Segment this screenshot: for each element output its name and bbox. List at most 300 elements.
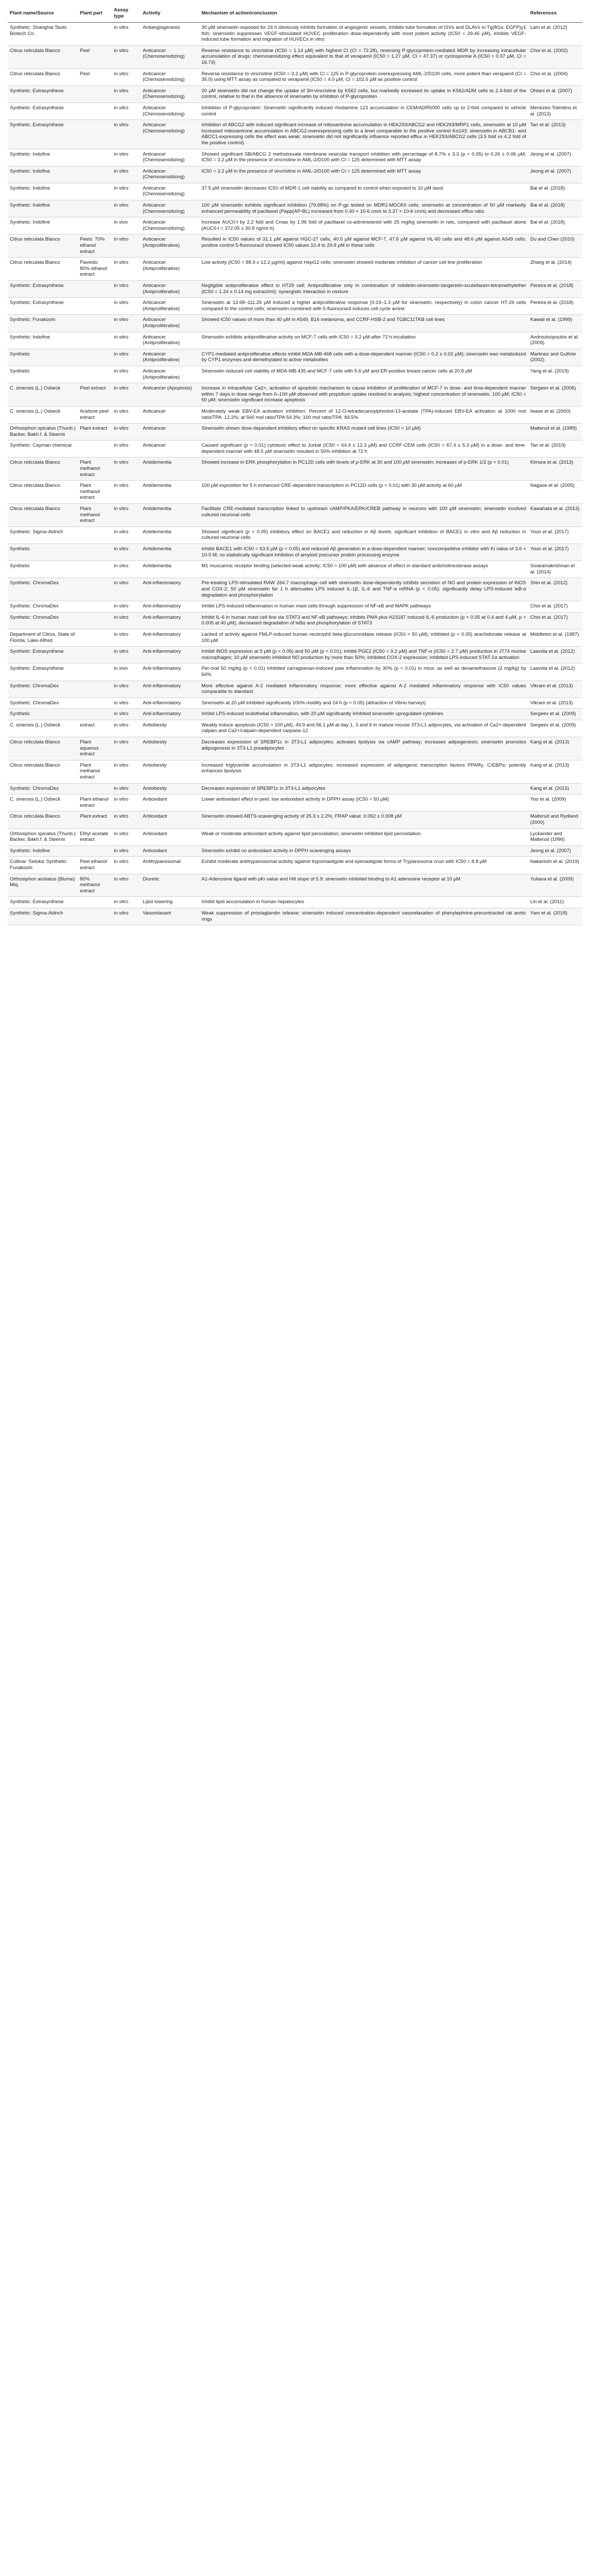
- cell-activity: Anticancer (Antiproliferative): [141, 366, 199, 383]
- table-row: [8, 69, 582, 86]
- cell-mechanism: Weak or moderate antioxidant activity against lipid peroxidation; sinensetin inhibited lipid peroxidation: [199, 828, 528, 845]
- cell-source: Synthetic: ChromaDex: [8, 601, 78, 613]
- cell-mechanism: Increased triglyceride accumulation in 3T3-L1 adipocytes; increased expression of adipogenic transcription factors PPARγ, C/EBPα; potently enhances lipolysis: [199, 760, 528, 783]
- cell-mechanism: Inhibit iNOS expression at 5 µM (p < 0.05) and 50 µM (p < 0.01); inhibit PGE2 (IC50 = 9.2 µM) and TNF-α (IC50 = 2.7 µM) production in J774 murine macrophages; 10 µM sinensetin inhibited NO production by more than 50%; inhibited COX-2 expression; inhibited LPS-induced STAT-1α activation: [199, 647, 528, 664]
- cell-source: Citrus reticulata Blanco: [8, 504, 78, 527]
- cell-mechanism: Resulted in IC50 values of 31.1 µM against HGC-27 cells, 40.5 µM against MCF-7, 47.6 µM against HL-60 cells and 48.6 µM against A549 cells; positive control 5-fluorouracil showed IC50 values 10.4 to 29.8 µM in these cells: [199, 234, 528, 258]
- cell-assay: in vitro: [112, 828, 141, 845]
- cell-activity: Antidementia: [141, 481, 199, 504]
- cell-part: Peel: [78, 45, 112, 69]
- table-row: [8, 234, 582, 258]
- cell-source: Citrus reticulata Blanco: [8, 481, 78, 504]
- sinensetin-activity-table: [8, 4, 582, 925]
- cell-mechanism: Low activity (IC50 = 88.9 ± 12.2 µg/ml) against HepG2 cells; sinensetin showed moderate inhibition of cancer cell line proliferation: [199, 258, 528, 281]
- cell-part: [78, 544, 112, 561]
- table-row: [8, 440, 582, 457]
- cell-references: Du and Chen (2010): [528, 234, 582, 258]
- cell-source: Synthetic: Extrasynthese: [8, 298, 78, 315]
- cell-mechanism: Inhibition of P-glycoprotein: Sinensetin significantly induced rhodamine 123 accumulation in CEM/ADR5000 cells up to 2-fold compared to vehicle control: [199, 103, 528, 120]
- cell-references: Vikram et al. (2013): [528, 681, 582, 698]
- cell-part: Plant methanol extract: [78, 760, 112, 783]
- cell-references: Youn et al. (2017): [528, 527, 582, 544]
- cell-assay: in vitro: [112, 298, 141, 315]
- cell-part: [78, 647, 112, 664]
- cell-references: Kang et al. (2013): [528, 760, 582, 783]
- cell-mechanism: Inhibit lipid accumulation in human hepatocytes: [199, 897, 528, 908]
- cell-assay: in vitro: [112, 760, 141, 783]
- cell-references: Jeong et al. (2007): [528, 845, 582, 857]
- cell-part: [78, 681, 112, 698]
- cell-part: [78, 612, 112, 629]
- table-row: [8, 612, 582, 629]
- cell-part: Flavedo: 80% ethanol extract: [78, 258, 112, 281]
- cell-part: Peel: [78, 69, 112, 86]
- cell-references: Shin et al. (2012): [528, 578, 582, 601]
- cell-assay: in vitro: [112, 698, 141, 709]
- cell-mechanism: Inhibit BACE1 with IC50 = 63.5 µM (p < 0.05) and reduced Aβ generation in a dose-dependent manner; noncompetitive inhibitor with Ki value of 3.6 × 10-5 M; no statistically significant inhibition of amyloid precursor protein processing enzyme: [199, 544, 528, 561]
- cell-activity: Anti-inflammatory: [141, 612, 199, 629]
- cell-source: Synthetic: Indofine: [8, 183, 78, 200]
- cell-assay: in vitro: [112, 601, 141, 613]
- cell-activity: Antioxidant: [141, 811, 199, 828]
- cell-part: Acetone peel extract: [78, 406, 112, 423]
- cell-references: Bai et al. (2018): [528, 217, 582, 234]
- cell-source: Orthosiphon aristatus (Blume) Miq.: [8, 874, 78, 897]
- table-row: [8, 298, 582, 315]
- cell-assay: in vitro: [112, 103, 141, 120]
- cell-activity: Anti-inflammatory: [141, 647, 199, 664]
- cell-references: Vikram et al. (2013): [528, 698, 582, 709]
- cell-assay: in vitro: [112, 647, 141, 664]
- table-row: [8, 149, 582, 166]
- cell-source: C. sinensis (L.) Osbeck: [8, 383, 78, 406]
- cell-assay: in vivo: [112, 217, 141, 234]
- cell-mechanism: Caused significant (p < 0.01) cytotoxic effect to Jurkat (IC50 = 64.4 ± 12.3 µM) and CCRF-CEM cells (IC50 = 67.4 ± 5.3 µM) in a dose- and time-dependent manner with 48.5 µM sinensetin resulted in 50% inhibition at 72 h: [199, 440, 528, 457]
- cell-assay: in vitro: [112, 149, 141, 166]
- cell-activity: Anticancer (Chemosensitizing): [141, 166, 199, 183]
- cell-assay: in vitro: [112, 709, 141, 720]
- cell-mechanism: Lower antioxidant effect in peel, low antioxidant activity in DPPH assay (IC50 > 50 µM): [199, 794, 528, 811]
- cell-references: Martinez and Guthrie (2002): [528, 349, 582, 366]
- cell-source: Orthosiphon spicatus (Thunb.) Backer, Bakh.f. & Steenis: [8, 423, 78, 440]
- cell-references: Choi et al. (2017): [528, 601, 582, 613]
- cell-references: Choi et al. (2002): [528, 45, 582, 69]
- cell-references: Lyckander and Malterud (1996): [528, 828, 582, 845]
- cell-part: [78, 601, 112, 613]
- cell-activity: Anticancer (Chemosensitizing): [141, 69, 199, 86]
- cell-source: Synthetic: Extrasynthese: [8, 86, 78, 103]
- header-references: References: [528, 4, 582, 23]
- cell-activity: Antitrypanosomal: [141, 857, 199, 874]
- table-header: [8, 4, 582, 23]
- cell-part: [78, 629, 112, 646]
- cell-source: Synthetic: [8, 366, 78, 383]
- table-row: [8, 481, 582, 504]
- cell-references: Sergeev et al. (2006): [528, 383, 582, 406]
- cell-references: Laavola et al. (2012): [528, 647, 582, 664]
- cell-source: Department of Citrus, State of Florida, Lake-Alfred: [8, 629, 78, 646]
- table-row: [8, 783, 582, 794]
- cell-assay: in vitro: [112, 527, 141, 544]
- cell-part: [78, 908, 112, 925]
- cell-mechanism: 100 µM exposition for 5 h enhanced CRE-dependent transcription in PC12D cells (p < 0.01) with 30 µM activity at 60 µM: [199, 481, 528, 504]
- cell-source: C. sinensis (L.) Osbeck: [8, 794, 78, 811]
- cell-activity: Anti-inflammatory: [141, 578, 199, 601]
- cell-assay: in vitro: [112, 86, 141, 103]
- cell-part: [78, 561, 112, 578]
- cell-activity: Anticancer (Antiproliferative): [141, 298, 199, 315]
- cell-references: Kawaii et al. (1999): [528, 315, 582, 332]
- cell-mechanism: CYP1-mediated antiproliferative effects inhibit MDA-MB-468 cells with a dose-dependent manner (IC50 = 0.2 ± 0.02 µM); sinensetin was metabolized by CYP1 enzymes and demethylated to active metabolites: [199, 349, 528, 366]
- table-row: [8, 897, 582, 908]
- cell-references: Pereira et al. (2018): [528, 298, 582, 315]
- cell-part: Peel ethanol extract: [78, 857, 112, 874]
- cell-mechanism: Inhibit LPS-induced inflammation in human mast cells through suppression of NF-κB and MAPK pathways: [199, 601, 528, 613]
- cell-activity: Vasorelaxant: [141, 908, 199, 925]
- cell-assay: in vitro: [112, 166, 141, 183]
- cell-part: Plant extract: [78, 811, 112, 828]
- table-row: [8, 845, 582, 857]
- cell-part: Plant methanol extract: [78, 457, 112, 481]
- cell-mechanism: IC50 = 3.2 µM in the presence of vincristine in AML-2/D100 with CI = 125 determined with MTT assay: [199, 166, 528, 183]
- cell-assay: in vitro: [112, 258, 141, 281]
- cell-source: Synthetic: Indofine: [8, 217, 78, 234]
- table-row: [8, 664, 582, 681]
- cell-activity: Antiobesity: [141, 720, 199, 737]
- cell-activity: Anticancer (Chemosensitizing): [141, 45, 199, 69]
- cell-part: Plant methanol extract: [78, 481, 112, 504]
- cell-source: Synthetic: Extrasynthese: [8, 664, 78, 681]
- cell-part: [78, 120, 112, 149]
- cell-references: Bai et al. (2018): [528, 200, 582, 217]
- cell-part: [78, 103, 112, 120]
- cell-part: Plant methanol extract: [78, 504, 112, 527]
- table-row: [8, 504, 582, 527]
- cell-activity: Antidementia: [141, 527, 199, 544]
- cell-source: Citrus reticulata Blanco: [8, 258, 78, 281]
- header-part: Plant part: [78, 4, 112, 23]
- cell-references: Lam et al. (2012): [528, 23, 582, 46]
- cell-activity: Anticancer (Antiproliferative): [141, 349, 199, 366]
- cell-mechanism: 37.5 µM sinensetin decreases IC50 of MDR-1 cell viability as compared to control when exposed to 10 µM taxol: [199, 183, 528, 200]
- cell-mechanism: Lacked of activity against FMLP-induced human neutrophil beta-glucuronidase release (IC50 > 50 µM); inhibited (p < 0.05) arachidonate release at 100 µM: [199, 629, 528, 646]
- cell-part: [78, 298, 112, 315]
- cell-references: Choi et al. (2004): [528, 69, 582, 86]
- cell-mechanism: Showed IC50 values of more than 40 µM in A549, B16 melanoma, and CCRF-HSB-2 and TGBC11TKB cell lines: [199, 315, 528, 332]
- table-row: [8, 120, 582, 149]
- cell-assay: in vitro: [112, 811, 141, 828]
- cell-part: [78, 698, 112, 709]
- cell-mechanism: A1-Adenosine ligand with pKi value and Hill slope of 5.9; sinensetin inhibited binding to A1 adenosine receptor at 10 µM: [199, 874, 528, 897]
- cell-references: Jeong et al. (2007): [528, 166, 582, 183]
- cell-assay: in vitro: [112, 69, 141, 86]
- cell-source: Synthetic: Extrasynthese: [8, 120, 78, 149]
- cell-references: Kang et al. (2013): [528, 737, 582, 760]
- cell-source: Synthetic: [8, 709, 78, 720]
- cell-source: Synthetic: [8, 561, 78, 578]
- cell-activity: Antiobesity: [141, 783, 199, 794]
- cell-source: Synthetic: ChromaDex: [8, 578, 78, 601]
- cell-source: Citrus reticulata Blanco: [8, 457, 78, 481]
- cell-assay: in vitro: [112, 578, 141, 601]
- cell-assay: in vitro: [112, 383, 141, 406]
- cell-part: Peels: 70% ethanol extract: [78, 234, 112, 258]
- cell-assay: in vitro: [112, 120, 141, 149]
- cell-source: Cultivar 'Setoka' Synthetic: Funakoshi: [8, 857, 78, 874]
- cell-references: Choi et al. (2017): [528, 612, 582, 629]
- cell-assay: in vitro: [112, 629, 141, 646]
- cell-source: Orthosiphon spicatus (Thunb.) Backer, Bakh.f. & Steenis: [8, 828, 78, 845]
- cell-references: Youn et al. (2017): [528, 544, 582, 561]
- cell-mechanism: Decreases expression of SREBP1c in 3T3-L1 adipocytes: [199, 783, 528, 794]
- cell-part: Plant extract: [78, 423, 112, 440]
- cell-mechanism: Showed significant SB/ABCG 2 methotrexate membrane vesicular transport inhibition with percentage of 8.7% ± 3.3 (p < 0.05) to 0.26 ± 0.06 µM; IC50 = 3.2 µM in the presence of vincristine in AML-2/D100 with CI = 125 determined with MTT assay: [199, 149, 528, 166]
- cell-assay: in vitro: [112, 234, 141, 258]
- cell-mechanism: Reverse resistance to vincristine (IC50 = 3.2 µM) with CI = 125 in P-glycoprotein overexpressing AML-2/D100 cells, more potent than verapamil (CI = 35.0) using MTT assay as compared to verapamil (IC50 = 4.0 µM, CI = 102.5 µM as positive control: [199, 69, 528, 86]
- cell-assay: in vitro: [112, 423, 141, 440]
- cell-assay: in vitro: [112, 332, 141, 349]
- cell-activity: Anticancer: [141, 440, 199, 457]
- cell-activity: Antioxidant: [141, 794, 199, 811]
- cell-part: extract: [78, 720, 112, 737]
- cell-part: [78, 166, 112, 183]
- cell-part: [78, 783, 112, 794]
- cell-assay: in vitro: [112, 783, 141, 794]
- cell-references: Kawahata et al. (2013): [528, 504, 582, 527]
- cell-activity: Anticancer (Chemosensitizing): [141, 86, 199, 103]
- table-row: [8, 811, 582, 828]
- cell-activity: Anticancer (Chemosensitizing): [141, 103, 199, 120]
- cell-source: Synthetic: ChromaDex: [8, 681, 78, 698]
- cell-source: Citrus reticulata Blanco: [8, 69, 78, 86]
- cell-assay: in vitro: [112, 457, 141, 481]
- cell-references: Jeong et al. (2007): [528, 149, 582, 166]
- cell-references: Sivaramakrishnan et al. (2014): [528, 561, 582, 578]
- cell-references: Zhang et al. (2014): [528, 258, 582, 281]
- cell-references: Laavola et al. (2012): [528, 664, 582, 681]
- cell-assay: in vitro: [112, 481, 141, 504]
- cell-source: Synthetic: ChromaDex: [8, 612, 78, 629]
- cell-source: Citrus reticulata Blanco: [8, 760, 78, 783]
- cell-source: Synthetic: Indofine: [8, 200, 78, 217]
- cell-mechanism: Inhibition of ABCG2 with induced significant increase of mitoxantrone accumulation in HEK293/ABCG2 and HEK293/MRP1 cells, sinensetin at 10 µM increased mitoxantrone accumulation in ABCG2-overexpressing cells to a level comparable to the positive control Ko143; sinensetin in ABCB1- and ABCC1-expressing cells the effect was weak; sinensetin did not significantly influence reported efflux in HEK293/ABCG2 cells (3.5 fold vs 4.2 fold of the positive control): [199, 120, 528, 149]
- cell-mechanism: Sinensetin reduced cell viability of MDA-MB-435 and MCF-7 cells with 5.6 µM and ER-positive breast cancer cells at 20.8 µM: [199, 366, 528, 383]
- cell-assay: in vitro: [112, 544, 141, 561]
- table-row: [8, 349, 582, 366]
- cell-part: [78, 217, 112, 234]
- header-activity: Activity: [141, 4, 199, 23]
- table-row: [8, 423, 582, 440]
- cell-mechanism: Moderately weak EBV-EA activation inhibition: Percent of 12-O-tetradecanoylphorbol-13-acetate (TPA)-induced EBV-EA activation at 1000 mol ratio/TPA: 12.2%; at 500 mol ratio/TPA 54.3%; 100 mol ratio/TPA: 84.5%: [199, 406, 528, 423]
- cell-mechanism: Facilitate CRE-mediated transcription linked to upstream cAMP/PKA/ERK/CREB pathway in neurons with 100 µM sinensetin; sinensetin involved cultured neuronal cells: [199, 504, 528, 527]
- cell-assay: in vivo: [112, 664, 141, 681]
- table-row: [8, 166, 582, 183]
- table-row: [8, 315, 582, 332]
- cell-activity: Lipid lowering: [141, 897, 199, 908]
- header-assay: Assay type: [112, 4, 141, 23]
- table-row: [8, 709, 582, 720]
- cell-part: [78, 897, 112, 908]
- cell-activity: Anticancer (Chemosensitizing): [141, 217, 199, 234]
- cell-mechanism: Sinensetin showed ABTS-scavenging activity of 25.3 ± 2.2%; FRAP value: 0.062 ± 0.008 µM: [199, 811, 528, 828]
- cell-mechanism: Sinensetin at 20 µM inhibited significantly 100% motility and 24 h (p < 0.05) (attraction of Vibrio harveyi): [199, 698, 528, 709]
- table-row: [8, 527, 582, 544]
- header-mechanism: Mechanism of action/conclusion: [199, 4, 528, 23]
- cell-references: Androutsopoulos et al. (2009): [528, 332, 582, 349]
- cell-references: Lin et al. (2011): [528, 897, 582, 908]
- table-row: [8, 332, 582, 349]
- table-row: [8, 406, 582, 423]
- table-row: [8, 217, 582, 234]
- cell-source: Synthetic: Indofine: [8, 149, 78, 166]
- cell-mechanism: Per-oral 50 mg/kg (p < 0.01) inhibited carrageenan-induced paw inflammation by 30% (p < 0.01) in mice; as well as dexamethasone (2 mg/kg) by 64%: [199, 664, 528, 681]
- cell-part: [78, 349, 112, 366]
- cell-mechanism: Reverse resistance to vincristine (IC50 = 1.14 µM) with highest CI (CI = 72.28), reversing P-glycoprotein-mediated MDR by increasing intracellular accumulation of drugs; chemosensitizing effect equivalent to that of verapamil (IC50 = 1.27 µM, CI = 47.37) or cyclosporine A (IC50 = 0.97 µM, CI = 16.73): [199, 45, 528, 69]
- cell-assay: in vitro: [112, 681, 141, 698]
- cell-mechanism: Sinensetin at 13.68–111.26 µM induced a higher antiproliferative response (0.19–1.3 µM for sinensetin, respectively) in colon cancer HT-29 cells compared to the control cells; sinensetin combined with 5-fluorouracil induces cell cycle arrest: [199, 298, 528, 315]
- cell-activity: Antiobesity: [141, 737, 199, 760]
- cell-part: [78, 332, 112, 349]
- cell-assay: in vitro: [112, 897, 141, 908]
- table-row: [8, 200, 582, 217]
- table-row: [8, 183, 582, 200]
- table-row: [8, 698, 582, 709]
- cell-part: [78, 578, 112, 601]
- cell-assay: in vitro: [112, 366, 141, 383]
- cell-assay: in vitro: [112, 720, 141, 737]
- cell-activity: Antidementia: [141, 504, 199, 527]
- cell-mechanism: Sinensetin exhibits antiproliferative activity on MCF-7 cells with IC50 = 0.2 µM after 72 h incubation: [199, 332, 528, 349]
- cell-references: Sergeev et al. (2009): [528, 709, 582, 720]
- cell-activity: Anticancer (Antiproliferative): [141, 332, 199, 349]
- table-row: [8, 103, 582, 120]
- cell-mechanism: Weak suppression of prostaglandin release; sinensetin induced concentration-dependent vasorelaxation of phenylephrine-precontracted rat aortic rings: [199, 908, 528, 925]
- cell-mechanism: Pre-treating LPS-stimulated RAW 264.7 macrophage cell with sinensetin dose-dependently inhibits secretion of NO and protein expression of iNOS and COX-2; 50 µM sinensetin for 1 h attenuates LPS induced IL-1β, IL-6 and TNF-α mRNA (p < 0.05); significantly delay LPS-induced IκB-α degradation and phosphorylation: [199, 578, 528, 601]
- cell-activity: Antiobesity: [141, 760, 199, 783]
- cell-assay: in vitro: [112, 561, 141, 578]
- cell-part: [78, 23, 112, 46]
- table-row: [8, 578, 582, 601]
- cell-source: Citrus reticulata Blanco: [8, 45, 78, 69]
- cell-activity: Anticancer (Antiproliferative): [141, 258, 199, 281]
- cell-mechanism: 20 µM sinensetin did not change the uptake of 3H-vincristine by K562 cells, but markedly increased its uptake in K562/ADM cells to 2.4-fold of the control, relative to that in the absence of sinensetin by inhibition of P-glycoprotein: [199, 86, 528, 103]
- cell-activity: Anticancer (Chemosensitizing): [141, 149, 199, 166]
- table-row: [8, 681, 582, 698]
- cell-source: Synthetic: Extrasynthese: [8, 647, 78, 664]
- cell-references: Yang et al. (2019): [528, 366, 582, 383]
- table-row: [8, 383, 582, 406]
- cell-mechanism: Inhibit IL-6 in human mast cell line via STAT3 and NF-κB pathways; inhibits PMA plus A23187 induced IL-6 production (p < 0.05 at 0.4 and 4 µM, p < 0.005 at 40 µM), decreased degradation of IκBα and phosphorylation of STAT3: [199, 612, 528, 629]
- cell-mechanism: Decreases expression of SREBP1c in 3T3-L1 adipocytes; activates lipolysis via cAMP pathway; increases adipogenesis; sinensetin promotes adipogenesis in 3T3-L1 preadipocytes: [199, 737, 528, 760]
- cell-part: [78, 200, 112, 217]
- cell-assay: in vitro: [112, 183, 141, 200]
- cell-activity: Anti-inflammatory: [141, 664, 199, 681]
- cell-activity: Anticancer (Antiproliferative): [141, 234, 199, 258]
- table-row: [8, 760, 582, 783]
- table-row: [8, 601, 582, 613]
- table-row: [8, 874, 582, 897]
- cell-assay: in vitro: [112, 857, 141, 874]
- cell-references: Menezes-Tolentino et al. (2013): [528, 103, 582, 120]
- cell-part: [78, 709, 112, 720]
- table-row: [8, 828, 582, 845]
- document-page: [8, 4, 582, 925]
- header-row: [8, 4, 582, 23]
- header-source: Plant name/Source: [8, 4, 78, 23]
- cell-references: Sergeev et al. (2009): [528, 720, 582, 737]
- cell-references: Bai et al. (2018): [528, 183, 582, 200]
- cell-activity: Anti-inflammatory: [141, 709, 199, 720]
- cell-references: Yam et al. (2018): [528, 908, 582, 925]
- cell-assay: in vitro: [112, 200, 141, 217]
- cell-activity: Anticancer (Antiproliferative): [141, 315, 199, 332]
- table-row: [8, 857, 582, 874]
- cell-source: Synthetic: Indofine: [8, 845, 78, 857]
- cell-part: [78, 845, 112, 857]
- cell-source: Synthetic: Sigma-Aldrich: [8, 527, 78, 544]
- cell-references: Ohtani et al. (2007): [528, 86, 582, 103]
- cell-activity: Diuretic: [141, 874, 199, 897]
- cell-assay: in vitro: [112, 315, 141, 332]
- cell-part: [78, 149, 112, 166]
- cell-assay: in vitro: [112, 794, 141, 811]
- cell-activity: Anticancer (Chemosensitizing): [141, 120, 199, 149]
- cell-activity: Antiangiogenesis: [141, 23, 199, 46]
- table-row: [8, 720, 582, 737]
- cell-part: [78, 440, 112, 457]
- table-row: [8, 281, 582, 298]
- cell-assay: in vitro: [112, 440, 141, 457]
- table-row: [8, 45, 582, 69]
- cell-mechanism: 100 µM sinensetin exhibits significant inhibition (79.68%) on P-gp tested on MDR1-MDCKII cells; sinensetin at concentration of 50 µM markedly enhanced permeability of paclitaxel (Papp(AP-BL) increased from 0.40 × 10-6 cm/s to 3.37 × 10-6 cm/s) and decreased efflux ratio: [199, 200, 528, 217]
- cell-mechanism: Showed significant (p < 0.05) inhibitory effect on BACE1 and reduction in Aβ levels; significant inhibition of BACE1 in vitro and Aβ reduction in cultured neuronal cells: [199, 527, 528, 544]
- cell-assay: in vitro: [112, 504, 141, 527]
- cell-part: Plant aqueous extract: [78, 737, 112, 760]
- cell-assay: in vitro: [112, 874, 141, 897]
- cell-activity: Antidementia: [141, 561, 199, 578]
- cell-source: Citrus reticulata Blanco: [8, 737, 78, 760]
- table-row: [8, 544, 582, 561]
- cell-activity: Antidementia: [141, 544, 199, 561]
- cell-mechanism: Sinensetin shown dose-dependent inhibitory effect on specific KRAS mutant cell lines (IC50 < 10 µM): [199, 423, 528, 440]
- cell-assay: in vitro: [112, 45, 141, 69]
- cell-mechanism: Showed increase in ERK phosphorylation in PC12D cells with levels of p-ERK at 30 and 100 µM sinensetin; increases of p-ERK 1/2 (p < 0.01): [199, 457, 528, 481]
- cell-activity: Anti-inflammatory: [141, 681, 199, 698]
- cell-mechanism: Exhibit moderate antitrypanosomal activity against trypomastigote and epimastigote forms of Trypanosoma cruzi with IC50 = 8.8 µM: [199, 857, 528, 874]
- cell-source: Synthetic: Sigma-Aldrich: [8, 908, 78, 925]
- cell-source: Synthetic: Indofine: [8, 332, 78, 349]
- cell-mechanism: 30 µM sinensetin exposed for 24 h obviously inhibits formation of angiogenic vessels, inhibits tube formation of ISVs and DLAVs in Tg(fli1a: EGFP)y1 fish; sinensetin suppresses VEGF-stimulated HUVEC proliferation dose-dependently with most potent activity (IC50 = 29.46 µM), inhibits VEGF-induced tube formation and migration of HUVECs in vitro: [199, 23, 528, 46]
- cell-source: Synthetic: Funakoshi: [8, 315, 78, 332]
- table-row: [8, 561, 582, 578]
- cell-activity: Anti-inflammatory: [141, 601, 199, 613]
- cell-part: [78, 315, 112, 332]
- cell-mechanism: Increase AUC0-t by 2.2 fold and Cmax by 1.96 fold of paclitaxel co-administered with 25 mg/kg sinensetin in rats, compared with paclitaxel alone (AUC0-t = 372.05 ± 30.8 ng/ml·h): [199, 217, 528, 234]
- table-row: [8, 737, 582, 760]
- cell-activity: Anticancer (Chemosensitizing): [141, 200, 199, 217]
- table-row: [8, 86, 582, 103]
- cell-references: Malterud et al. (1989): [528, 423, 582, 440]
- cell-references: Nagase et al. (2005): [528, 481, 582, 504]
- cell-activity: Anticancer (Chemosensitizing): [141, 183, 199, 200]
- cell-references: Middleton et al. (1987): [528, 629, 582, 646]
- cell-part: [78, 281, 112, 298]
- table-body: [8, 23, 582, 925]
- cell-mechanism: Weakly induce apoptosis (IC50 > 100 µM), 49.9 and 56.1 µM at day 1, 3 and 6 in mature mouse 3T3-L1 adipocytes, via activation of Ca2+-dependent calpain and Ca2+/calpain-dependent caspase-12: [199, 720, 528, 737]
- cell-assay: in vitro: [112, 612, 141, 629]
- cell-references: Yuliana et al. (2009): [528, 874, 582, 897]
- cell-source: Synthetic: [8, 544, 78, 561]
